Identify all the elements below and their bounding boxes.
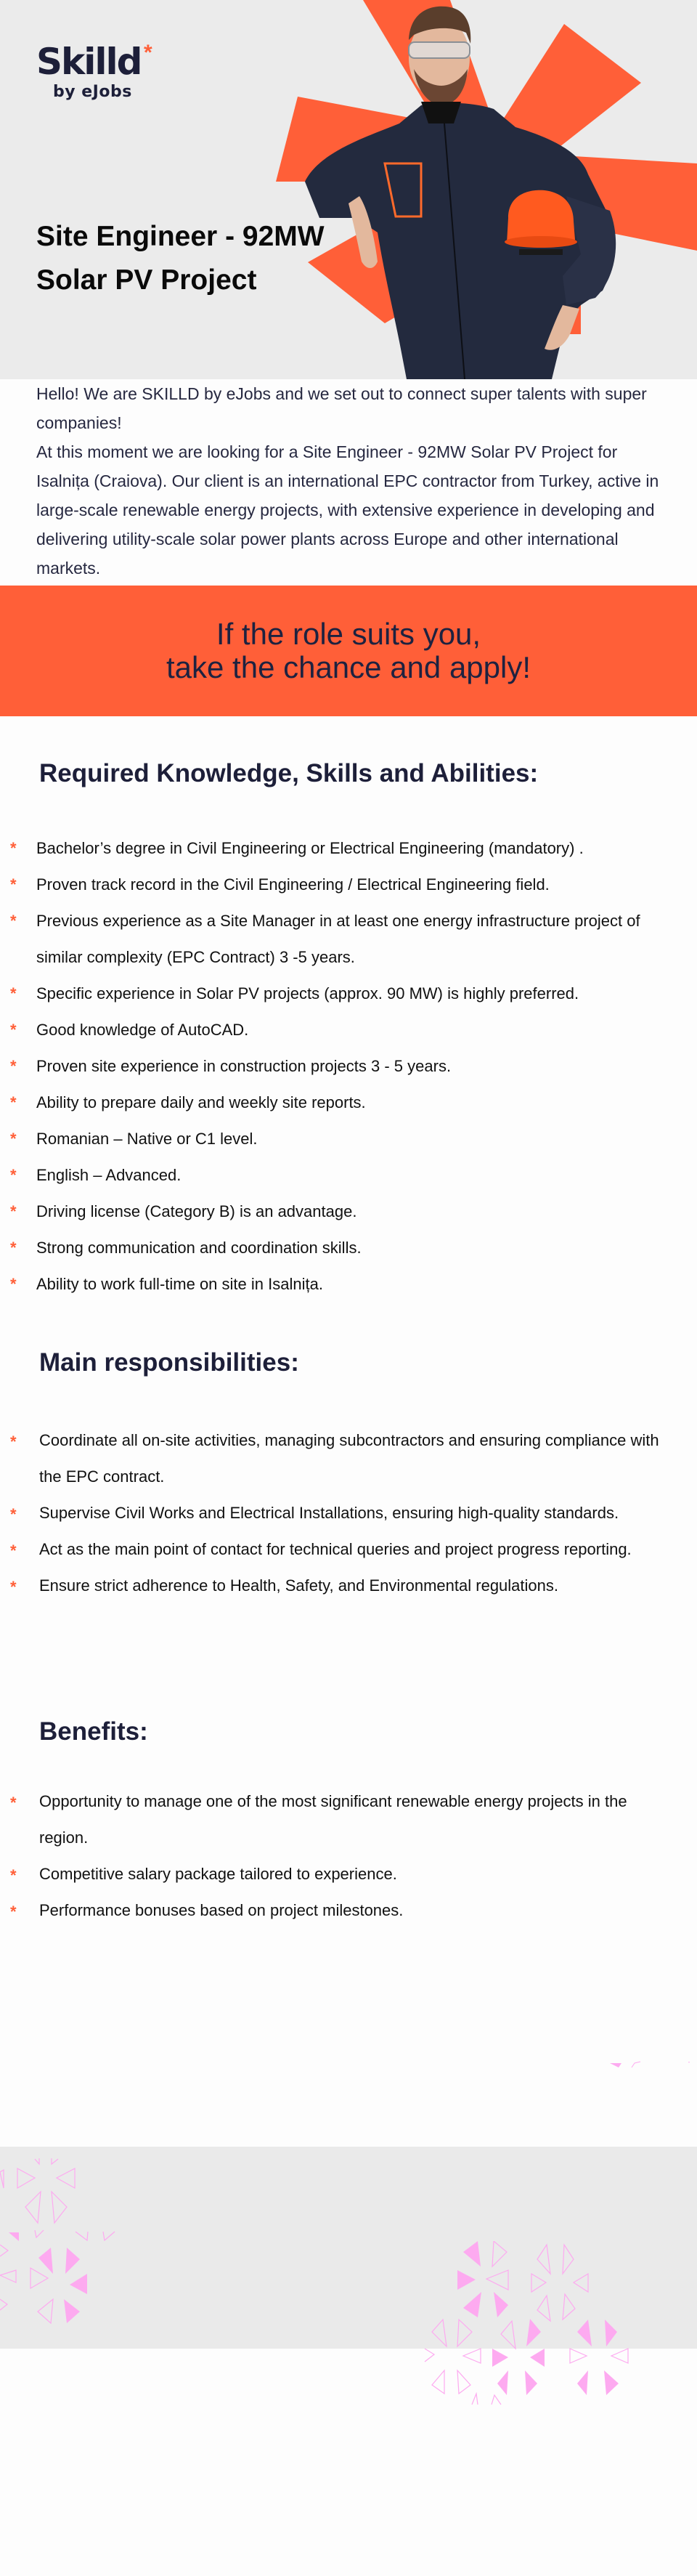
list-item: * Proven site experience in construction projects 3 - 5 years. bbox=[0, 1048, 668, 1085]
job-title bbox=[36, 215, 341, 302]
responsibilities-heading: Main responsibilities: bbox=[39, 1348, 299, 1377]
list-item: * Competitive salary package tailored to experience. bbox=[0, 1856, 668, 1892]
asterisk-bullet-icon: * bbox=[10, 1433, 17, 1451]
asterisk-bullet-icon: * bbox=[10, 1130, 17, 1148]
asterisk-bullet-icon: * bbox=[10, 1275, 17, 1293]
asterisk-bullet-icon: * bbox=[10, 1166, 17, 1184]
intro-paragraph: At this moment we are looking for a Site Engineer - 92MW Solar PV Project for Isalnița (Craiova). Our client is an international EPC contractor from Turkey, active in large-scale renewable energy projects, with extensive experience in developing and delivering utility-scale solar power plants across Europe and other international markets. bbox=[36, 442, 659, 578]
hero-engineer-image bbox=[276, 0, 697, 379]
hero-section bbox=[0, 0, 697, 379]
list-item: * Bachelor’s degree in Civil Engineering or Electrical Engineering (mandatory) . bbox=[0, 830, 668, 867]
triangle-pattern-icon bbox=[414, 2241, 632, 2415]
list-item: * Proven track record in the Civil Engineering / Electrical Engineering field. bbox=[0, 867, 668, 903]
list-item: * Specific experience in Solar PV projects (approx. 90 MW) is highly preferred. bbox=[0, 976, 668, 1012]
asterisk-bullet-icon: * bbox=[10, 839, 17, 857]
benefits-list bbox=[0, 1783, 668, 1929]
list-item: * Good knowledge of AutoCAD. bbox=[0, 1012, 668, 1048]
triangle-pattern-icon bbox=[603, 2056, 697, 2070]
list-item: * Opportunity to manage one of the most significant renewable energy projects in the region. bbox=[0, 1783, 668, 1856]
banner-line-1: If the role suits you, bbox=[216, 617, 481, 651]
asterisk-bullet-icon: * bbox=[10, 1202, 17, 1220]
asterisk-bullet-icon: * bbox=[10, 1578, 17, 1596]
list-item: * Performance bonuses based on project milestones. bbox=[0, 1892, 668, 1929]
list-item: * Strong communication and coordination skills. bbox=[0, 1230, 668, 1266]
asterisk-bullet-icon: * bbox=[10, 1505, 17, 1523]
apply-banner bbox=[0, 586, 697, 716]
asterisk-bullet-icon: * bbox=[10, 1093, 17, 1111]
asterisk-bullet-icon: * bbox=[10, 1903, 17, 1921]
banner-line-2: take the chance and apply! bbox=[166, 650, 531, 684]
intro-paragraph: Hello! We are SKILLD by eJobs and we set out to connect super talents with super companies! bbox=[36, 384, 647, 432]
list-item: * Driving license (Category B) is an advantage. bbox=[0, 1194, 668, 1230]
asterisk-bullet-icon: * bbox=[10, 1057, 17, 1075]
asterisk-bullet-icon: * bbox=[10, 1021, 17, 1039]
intro-text bbox=[36, 379, 661, 583]
skills-heading: Required Knowledge, Skills and Abilities: bbox=[39, 759, 539, 787]
list-item: * Act as the main point of contact for technical queries and project progress reporting. bbox=[0, 1531, 668, 1568]
job-title-line1: Site Engineer - 92MW bbox=[36, 221, 325, 252]
list-item: * Romanian – Native or C1 level. bbox=[0, 1121, 668, 1157]
list-item: * Supervise Civil Works and Electrical Installations, ensuring high-quality standards. bbox=[0, 1495, 668, 1531]
asterisk-bullet-icon: * bbox=[10, 984, 17, 1003]
benefits-heading: Benefits: bbox=[39, 1717, 148, 1746]
brand-logo bbox=[36, 41, 152, 101]
asterisk-bullet-icon: * bbox=[10, 1866, 17, 1884]
triangle-pattern-icon bbox=[0, 2150, 131, 2325]
list-item: * Ability to work full-time on site in Isalnița. bbox=[0, 1266, 668, 1303]
list-item: * Previous experience as a Site Manager in at least one energy infrastructure project of similar complexity (EPC Contract) 3 -5 years. bbox=[0, 903, 668, 976]
list-item: * Coordinate all on-site activities, managing subcontractors and ensuring compliance with the EPC contract. bbox=[0, 1422, 668, 1495]
responsibilities-list bbox=[0, 1422, 668, 1604]
list-item: * English – Advanced. bbox=[0, 1157, 668, 1194]
asterisk-bullet-icon: * bbox=[10, 1794, 17, 1812]
asterisk-bullet-icon: * bbox=[10, 1239, 17, 1257]
list-item: * Ensure strict adherence to Health, Safety, and Environmental regulations. bbox=[0, 1568, 668, 1604]
logo-wordmark: Skilld bbox=[36, 41, 142, 83]
asterisk-bullet-icon: * bbox=[10, 912, 17, 930]
asterisk-icon: * bbox=[144, 41, 152, 65]
logo-subtitle: by eJobs bbox=[53, 83, 132, 101]
skills-list bbox=[0, 830, 668, 1303]
job-title-line2: Solar PV Project bbox=[36, 264, 257, 296]
asterisk-bullet-icon: * bbox=[10, 875, 17, 894]
asterisk-bullet-icon: * bbox=[10, 1542, 17, 1560]
list-item: * Ability to prepare daily and weekly site reports. bbox=[0, 1085, 668, 1121]
